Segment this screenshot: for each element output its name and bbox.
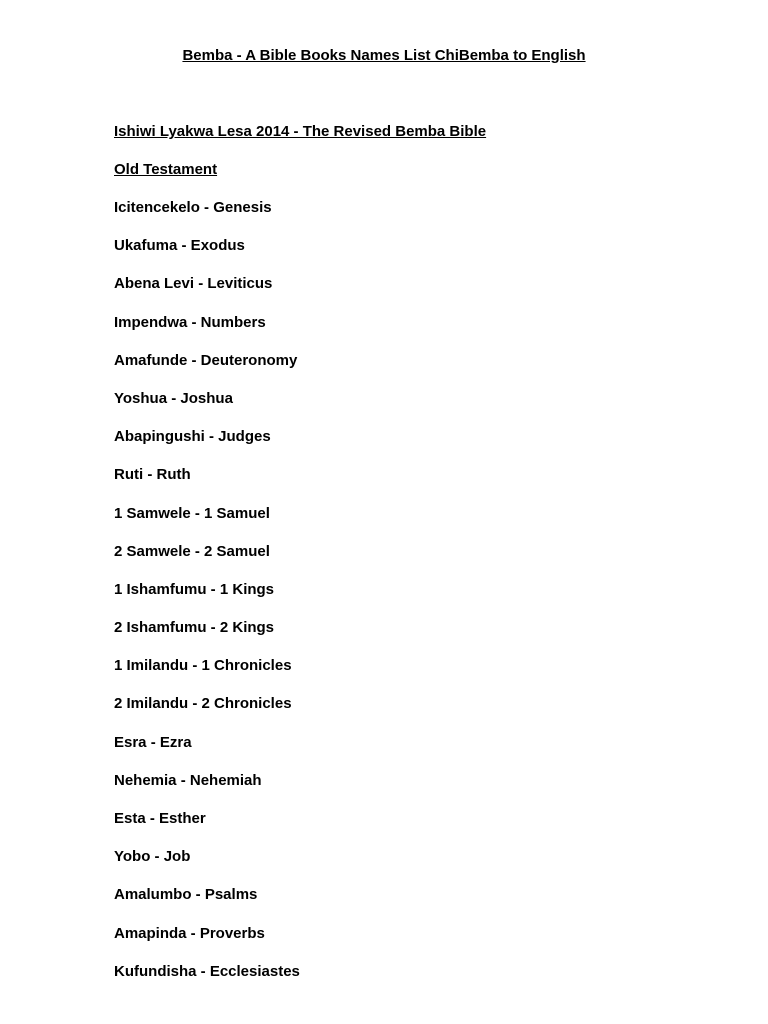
book-entry: 2 Imilandu - 2 Chronicles xyxy=(114,695,292,713)
book-entry: Esta - Esther xyxy=(114,810,206,827)
book-entry: Icitencekelo - Genesis xyxy=(114,199,272,216)
document-title: Bemba - A Bible Books Names List ChiBemba to English xyxy=(182,47,586,64)
book-entry: 2 Samwele - 2 Samuel xyxy=(114,542,270,560)
book-entry: Esra - Ezra xyxy=(114,733,192,751)
book-entry: Amafunde - Deuteronomy xyxy=(114,351,298,369)
book-entry: 1 Ishamfumu - 1 Kings xyxy=(114,580,275,598)
bible-edition-heading: Ishiwi Lyakwa Lesa 2014 - The Revised Bemba Bible xyxy=(114,123,487,140)
book-entry: Yoshua - Joshua xyxy=(114,389,233,407)
book-entry: Impendwa - Numbers xyxy=(114,313,266,331)
book-entry: Kufundisha - Ecclesiastes xyxy=(114,962,300,980)
book-entry: 1 Imilandu - 1 Chronicles xyxy=(114,657,292,675)
book-entry: Nehemia - Nehemiah xyxy=(114,771,262,789)
book-entry: Abapingushi - Judges xyxy=(114,428,271,446)
section-heading-old-testament: Old Testament xyxy=(114,161,218,178)
book-entry: Yobo - Job xyxy=(114,848,191,866)
book-entry: 2 Ishamfumu - 2 Kings xyxy=(114,619,275,637)
book-entry: Amalumbo - Psalms xyxy=(114,886,258,904)
book-entry: Abena Levi - Leviticus xyxy=(114,275,273,293)
book-entry: 1 Samwele - 1 Samuel xyxy=(114,504,270,522)
book-list xyxy=(114,198,300,1000)
book-entry: Amapinda - Proverbs xyxy=(114,924,265,942)
book-entry: Ruti - Ruth xyxy=(114,466,191,484)
book-entry: Ukafuma - Exodus xyxy=(114,237,245,255)
